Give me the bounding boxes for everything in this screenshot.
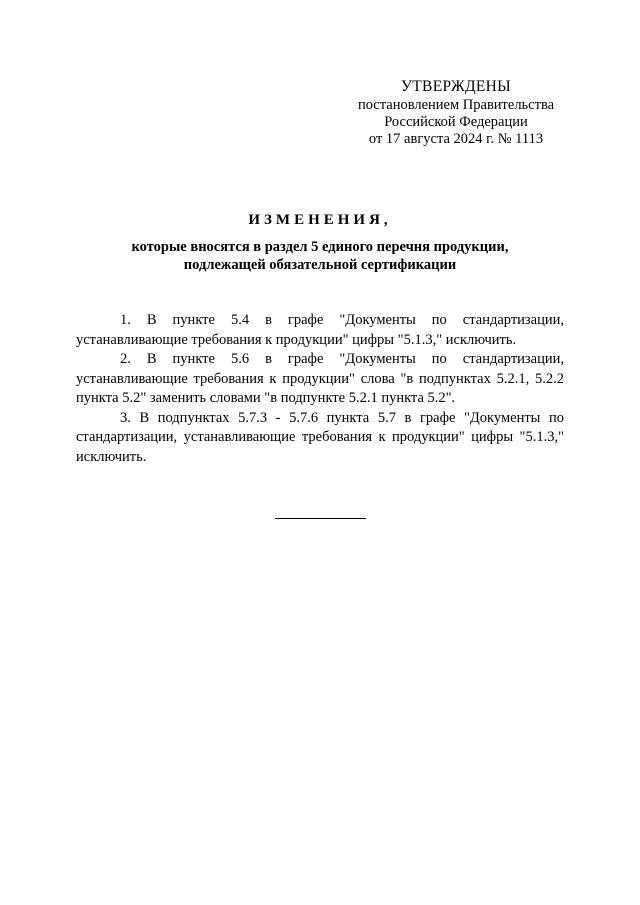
paragraph-1: 1. В пункте 5.4 в графе "Документы по стандартизации, устанавливающие требования к продукции" цифры "5.1.3," исключить. bbox=[76, 312, 564, 348]
approval-heading: УТВЕРЖДЕНЫ bbox=[401, 78, 511, 95]
approval-line-3: от 17 августа 2024 г. № 1113 bbox=[368, 131, 544, 147]
title-main: ИЗМЕНЕНИЯ, bbox=[248, 212, 392, 228]
paragraph-2: 2. В пункте 5.6 в графе "Документы по стандартизации, устанавливающие требования к продукции" слова "в подпунктах 5.2.1, 5.2.2 пункта 5.2" заменить словами "в подпункте 5.2.1 пункта 5.2". bbox=[76, 351, 564, 406]
approval-line-2: Российской Федерации bbox=[384, 114, 528, 130]
approval-stamp bbox=[340, 78, 572, 148]
document-body bbox=[76, 311, 564, 467]
title-subtitle-line-2: подлежащей обязательной сертификации bbox=[183, 257, 457, 273]
end-divider-line bbox=[275, 518, 366, 519]
document-title bbox=[70, 212, 570, 274]
title-subtitle-line-1: которые вносятся в раздел 5 единого перечня продукции, bbox=[131, 239, 509, 255]
approval-line-1: постановлением Правительства bbox=[357, 97, 555, 113]
paragraph-3: 3. В подпунктах 5.7.3 - 5.7.6 пункта 5.7 в графе "Документы по стандартизации, устанавливающие требования к продукции" цифры "5.1.3," исключить. bbox=[76, 409, 564, 465]
